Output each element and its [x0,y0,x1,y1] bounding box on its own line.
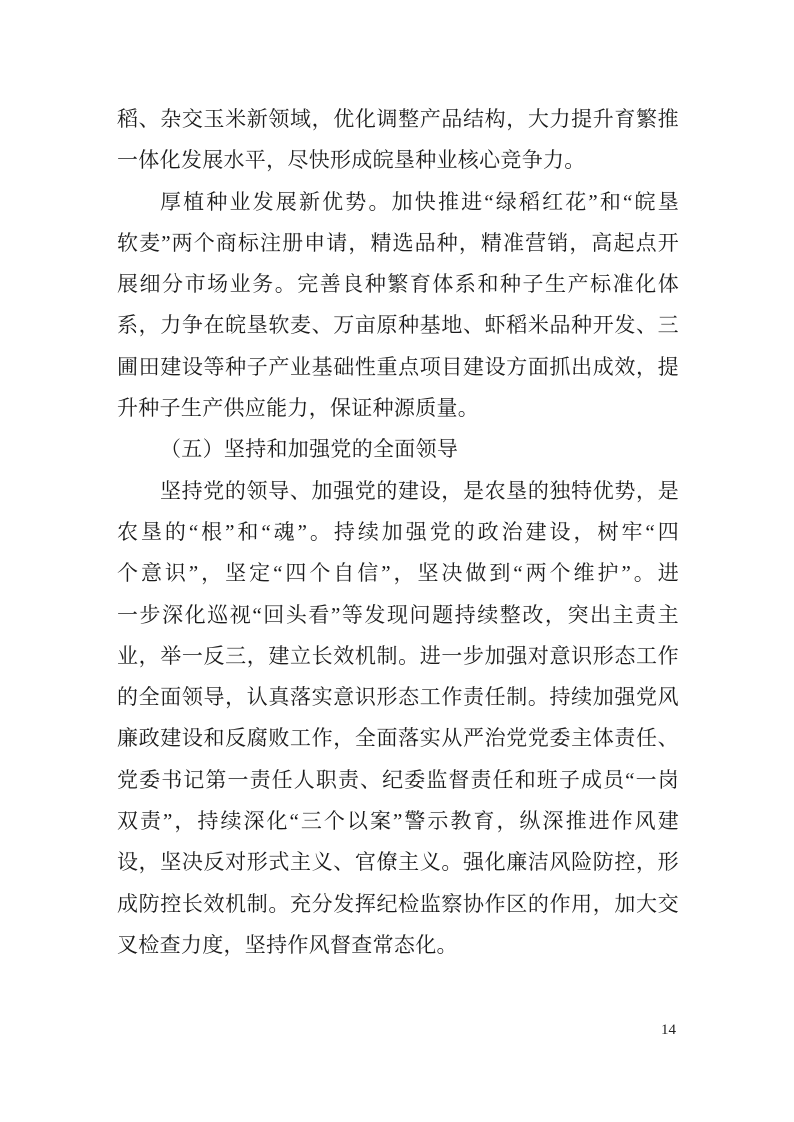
text-line: （五）坚持和加强党的全面领导 [160,437,459,462]
text-line: 系，力争在皖垦软麦、万亩原种基地、虾稻米品种开发、三 [117,313,679,338]
text-line: 一体化发展水平，尽快形成皖垦种业核心竞争力。 [117,148,586,173]
text-line: 双责”，持续深化“三个以案”警示教育，纵深推进作风建 [117,809,679,834]
section-heading [117,429,679,470]
paragraph [117,471,679,967]
text-line: 升种子生产供应能力，保证种源质量。 [117,396,480,421]
text-line: 农垦的“根”和“魂”。持续加强党的政治建设，树牢“四 [117,519,679,544]
text-line: 圃田建设等种子产业基础性重点项目建设方面抓出成效，提 [117,354,679,379]
text-line: 叉检查力度，坚持作风督查常态化。 [117,932,458,957]
paragraph [117,182,679,430]
text-line: 稻、杂交玉米新领域，优化调整产品结构，大力提升育繁推 [117,107,679,131]
text-line: 业，举一反三，建立长效机制。进一步加强对意识形态工作 [117,643,679,668]
paragraph [117,99,679,182]
text-line: 廉政建设和反腐败工作，全面落实从严治党党委主体责任、 [117,726,679,751]
text-line: 成防控长效机制。充分发挥纪检监察协作区的作用，加大交 [117,891,679,916]
text-line: 厚植种业发展新优势。加快推进“绿稻红花”和“皖垦 [160,189,679,214]
document-body [117,99,679,966]
text-line: 个意识”，坚定“四个自信”，坚决做到“两个维护”。进 [117,561,679,586]
text-line: 坚持党的领导、加强党的建设，是农垦的独特优势，是 [160,478,679,503]
text-line: 一步深化巡视“回头看”等发现问题持续整改，突出主责主 [117,602,679,627]
text-line: 设，坚决反对形式主义、官僚主义。强化廉洁风险防控，形 [117,850,679,875]
text-line: 展细分市场业务。完善良种繁育体系和种子生产标准化体 [117,272,679,297]
page-number: 14 [661,1022,676,1038]
text-line: 软麦”两个商标注册申请，精选品种，精准营销，高起点开 [117,230,679,255]
text-line: 党委书记第一责任人职责、纪委监督责任和班子成员“一岗 [117,767,679,792]
text-line: 的全面领导，认真落实意识形态工作责任制。持续加强党风 [117,685,679,710]
